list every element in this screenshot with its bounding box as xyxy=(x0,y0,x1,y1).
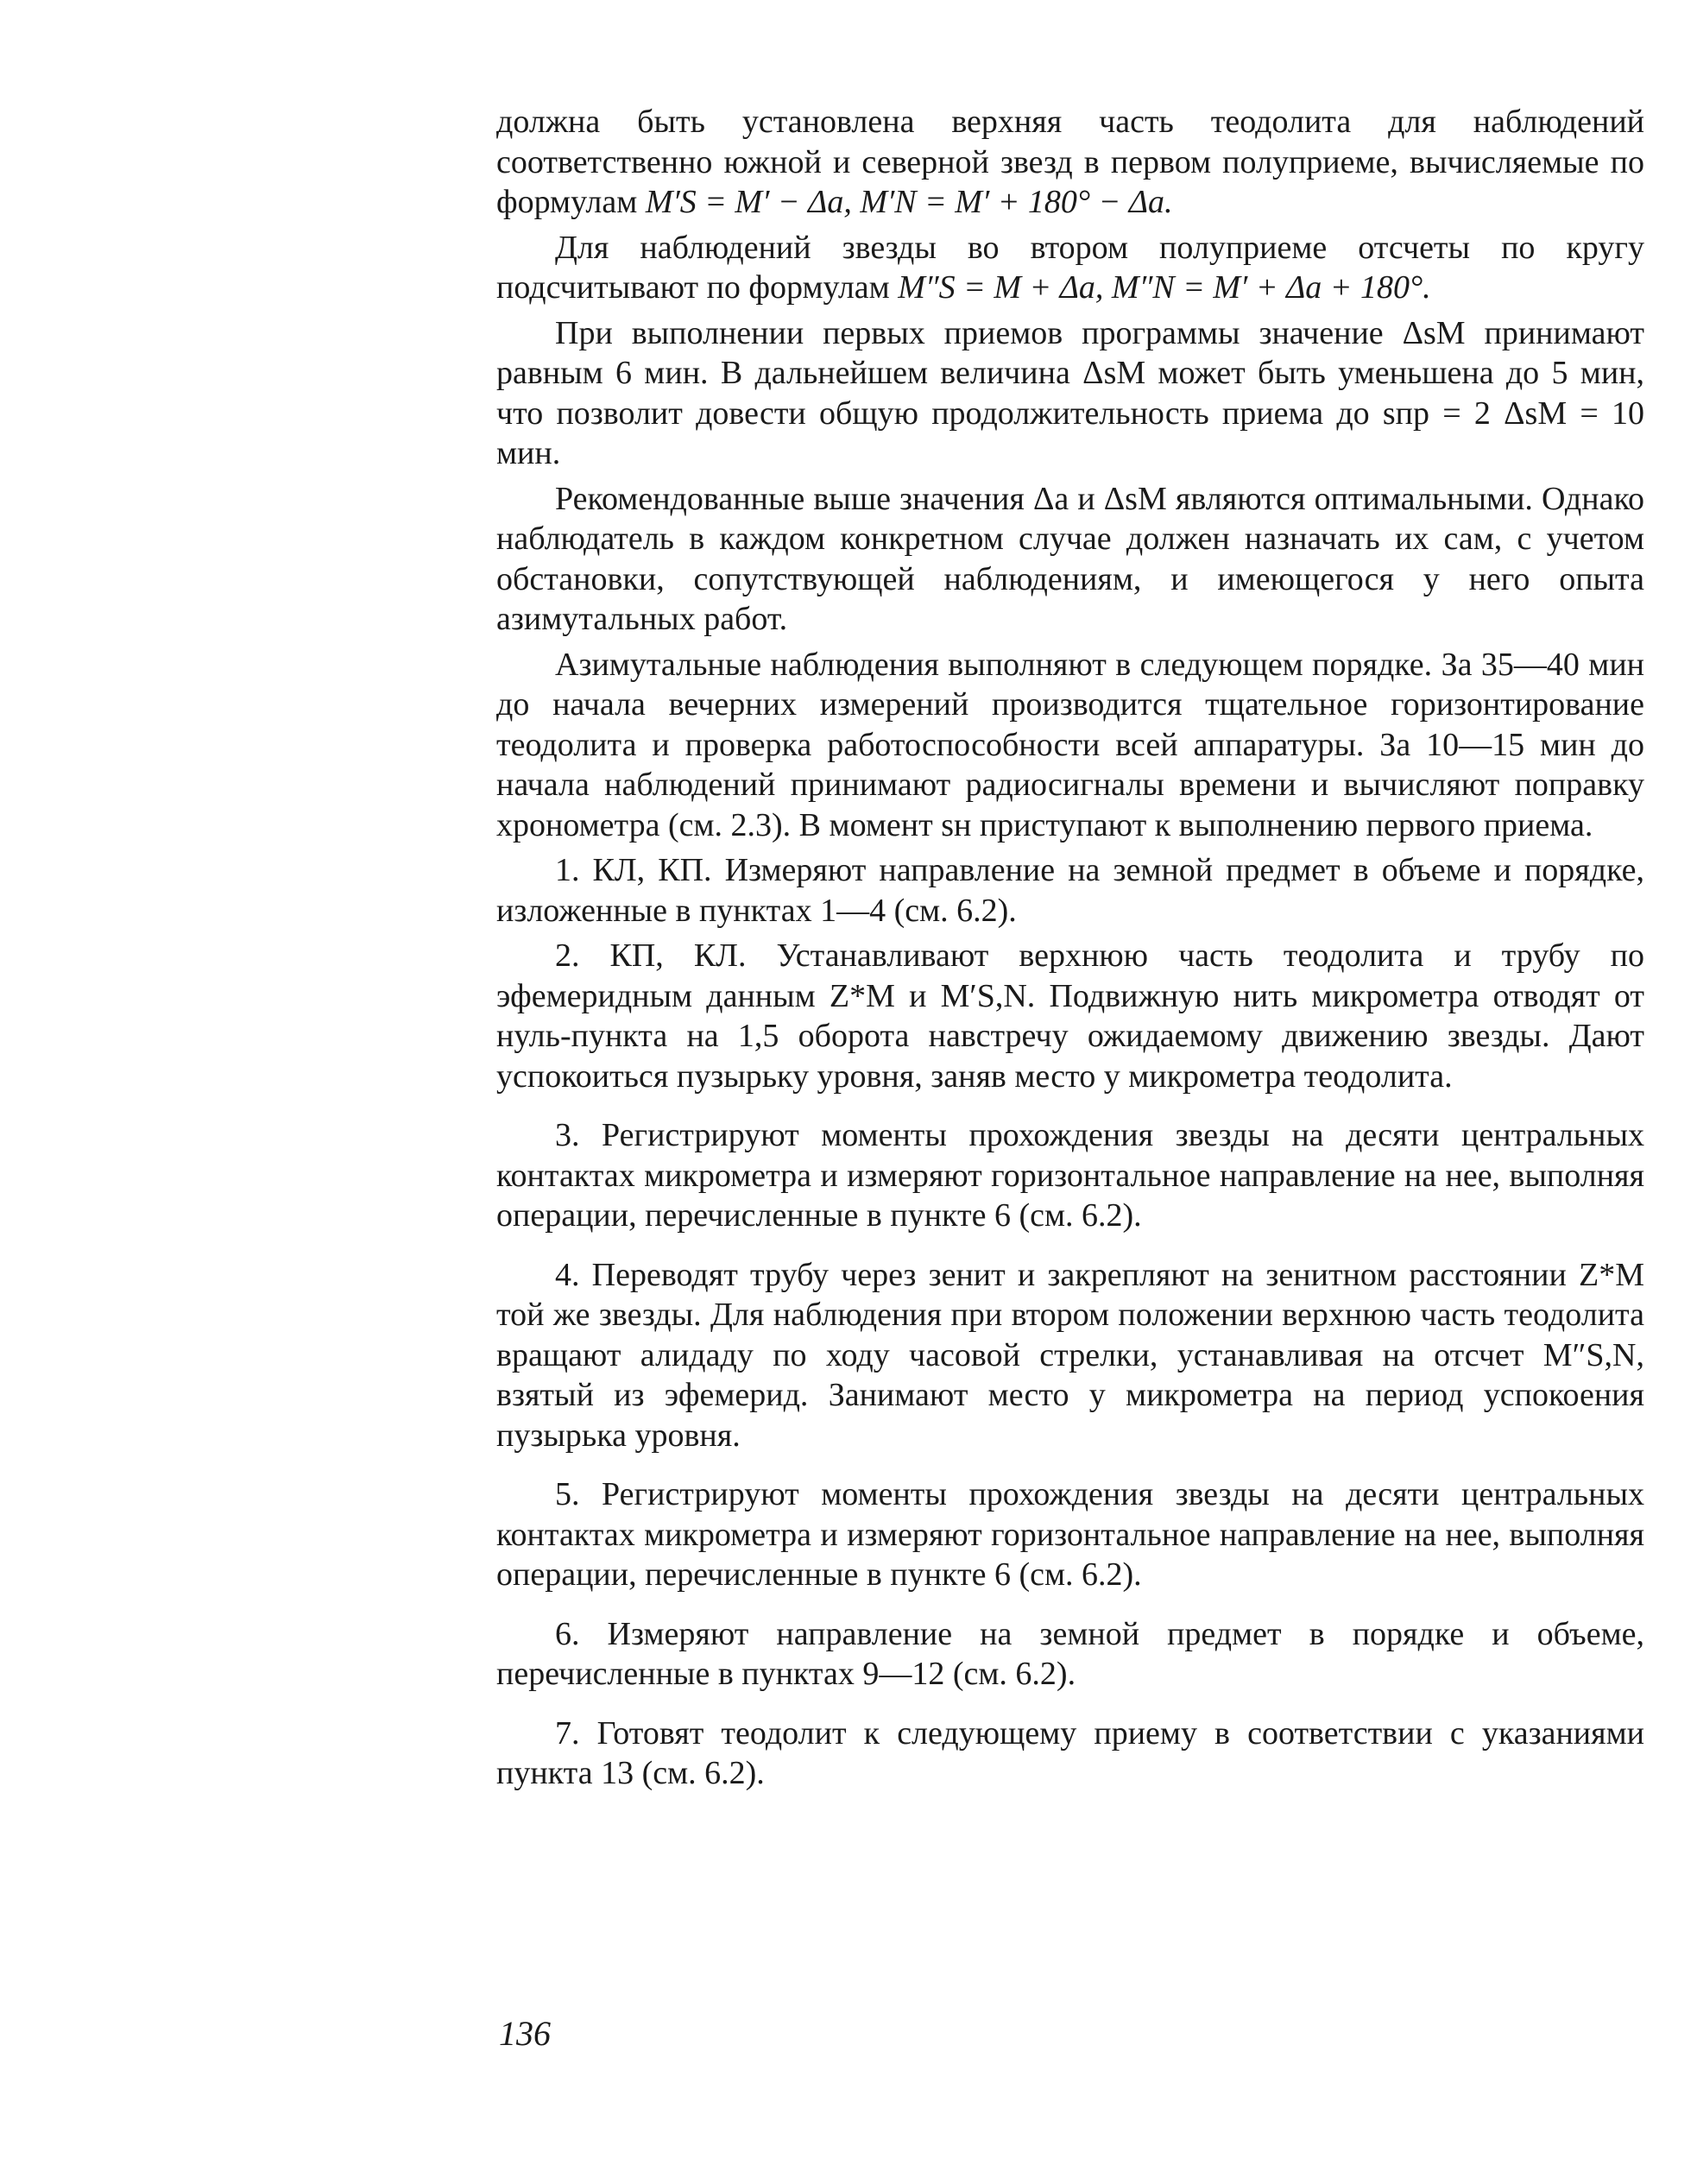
page-number: 136 xyxy=(499,2014,551,2053)
list-item: 7. Готовят теодолит к следующему приему в соответствии с указаниями пункта 13 (см. 6.2). xyxy=(496,1714,1644,1791)
formula: M′S = M′ − Δa, M′N = M′ + 180° − Δa. xyxy=(645,184,1173,220)
paragraph: Азимутальные наблюдения выполняют в следующем порядке. За 35—40 мин до начала вечерних измерений производится тщательное горизонтирование теодолита и проверка работоспособности всей аппаратуры. За 10—15 мин до начала наблюдений принимают радиосигналы времени и вычисляют поправку хронометра (см. 2.3). В момент sн приступают к выполнению первого приема. xyxy=(496,646,1644,843)
body-text xyxy=(496,102,1644,1799)
list-item: 3. Регистрируют моменты прохождения звезды на десяти центральных контактах микрометра и измеряют горизонтальное направление на нее, выполняя операции, перечисленные в пункте 6 (см. 6.2). xyxy=(496,1117,1644,1234)
list-item: 5. Регистрируют моменты прохождения звезды на десяти центральных контактах микрометра и измеряют горизонтальное направление на нее, выполняя операции, перечисленные в пункте 6 (см. 6.2). xyxy=(496,1476,1644,1593)
list-item: 2. КП, КЛ. Устанавливают верхнюю часть теодолита и трубу по эфемеридным данным Z*M и M′S,N. Подвижную нить микрометра отводят от нуль-пункта на 1,5 оборота навстречу ожидаемому движению звезды. Дают успокоиться пузырьку уровня, заняв место у микрометра теодолита. xyxy=(496,937,1644,1095)
list-item: 1. КЛ, КП. Измеряют направление на земной предмет в объеме и порядке, изложенные в пунктах 1—4 (см. 6.2). xyxy=(496,852,1644,929)
list-item: 6. Измеряют направление на земной предмет в порядке и объеме, перечисленные в пунктах 9—12 (см. 6.2). xyxy=(496,1615,1644,1692)
paragraph: Рекомендованные выше значения Δa и ΔsM являются оптимальными. Однако наблюдатель в каждом конкретном случае должен назначать их сам, с учетом обстановки, сопутствующей наблюдениям, и имеющегося у него опыта азимутальных работ. xyxy=(496,480,1644,637)
list-item: 4. Переводят трубу через зенит и закрепляют на зенитном расстоянии Z*M той же звезды. Для наблюдения при втором положении верхнюю часть теодолита вращают алидаду по ходу часовой стрелки, устанавливая на отсчет M″S,N, взятый из эфемерид. Занимают место у микрометра на период успокоения пузырька уровня. xyxy=(496,1256,1644,1454)
paragraph: При выполнении первых приемов программы значение ΔsM принимают равным 6 мин. В дальнейшем величина ΔsM может быть уменьшена до 5 мин, что позволит довести общую продолжительность приема до sпр = 2 ΔsM = 10 мин. xyxy=(496,314,1644,471)
formula: M″S = M + Δa, M″N = M′ + Δa + 180°. xyxy=(898,269,1431,306)
paragraph-formula-second-half: Для наблюдений звезды во втором полуприеме отсчеты по кругу подсчитывают по формулам M″S = M + Δa, M″N = M′ + Δa + 180°. xyxy=(496,229,1644,306)
paragraph-formula-first-half: должна быть установлена верхняя часть теодолита для наблюдений соответственно южной и северной звезд в первом полуприеме, вычисляемые по формулам M′S = M′ − Δa, M′N = M′ + 180° − Δa. xyxy=(496,104,1644,220)
